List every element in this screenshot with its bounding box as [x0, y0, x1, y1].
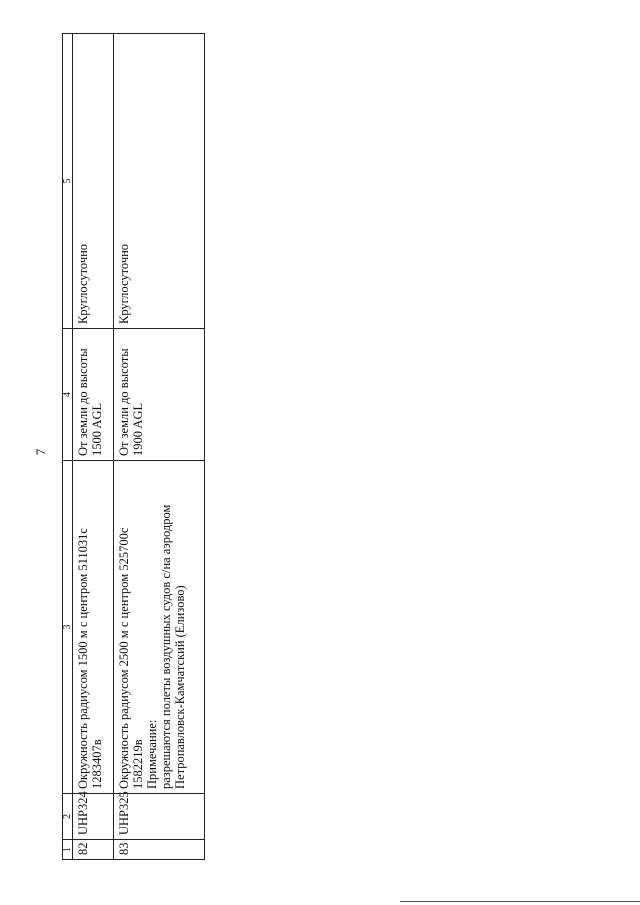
- zone-area-note-label: Примечание:: [145, 719, 160, 789]
- zone-area-note: разрешаются полеты воздушных судов с/на аэродром: [159, 504, 174, 789]
- zone-code: UHP325: [114, 794, 205, 840]
- zone-altitude-line: От земли до высоты: [117, 348, 132, 456]
- header-col-3: 3: [63, 461, 73, 794]
- zones-table: [62, 33, 205, 860]
- zone-area: [114, 461, 205, 794]
- scan-edge-line: [400, 901, 640, 902]
- row-number: 82: [73, 840, 114, 860]
- zone-altitude: [114, 329, 205, 461]
- header-row: [63, 34, 73, 860]
- zone-altitude-line: От земли до высоты: [76, 348, 90, 456]
- zone-area-line: 1582219в: [131, 739, 146, 789]
- zone-area-line: 1283407в: [90, 739, 104, 789]
- zone-altitude: [73, 329, 114, 461]
- header-col-5: 5: [63, 34, 73, 329]
- header-col-4: 4: [63, 329, 73, 461]
- zones-table-container: [62, 34, 205, 860]
- zone-area-line: Окружность радиусом 2500 м с центром 525700с: [117, 527, 132, 789]
- zone-area-line: Окружность радиусом 1500 м с центром 511031с: [76, 528, 90, 789]
- header-col-1: 1: [63, 840, 73, 860]
- zone-time: Круглосуточно: [114, 34, 205, 329]
- zone-area: [73, 461, 114, 794]
- zone-area-note: Петропавловск-Камчатский (Елизово): [173, 585, 188, 789]
- table-row: [73, 34, 114, 860]
- zone-altitude-line: 1500 AGL: [90, 402, 104, 456]
- zone-code: UHP324: [73, 794, 114, 840]
- zone-altitude-line: 1900 AGL: [131, 402, 146, 456]
- page-number: 7: [33, 448, 48, 456]
- header-col-2: 2: [63, 794, 73, 840]
- zone-time: Круглосуточно: [73, 34, 114, 329]
- table-row: [114, 34, 205, 860]
- row-number: 83: [114, 840, 205, 860]
